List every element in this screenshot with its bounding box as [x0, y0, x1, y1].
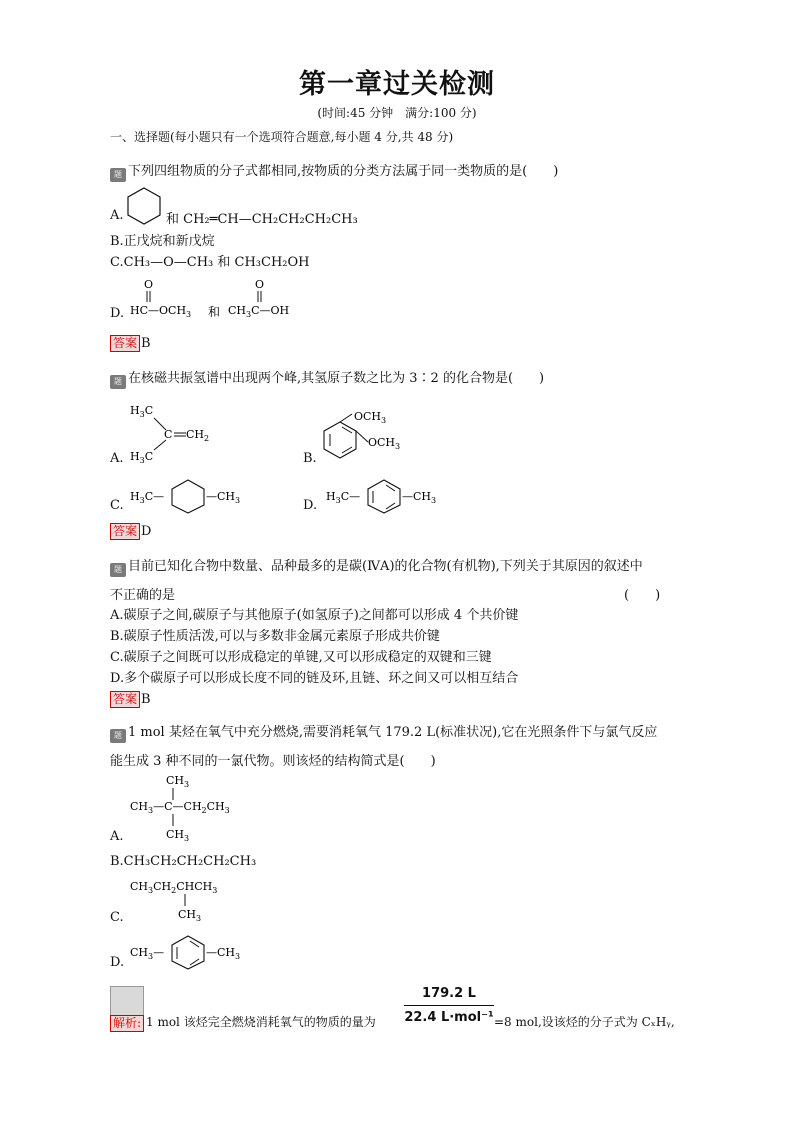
svg-text:CH3: $CH_3$: [166, 828, 190, 842]
q3-option-d: D.多个碳原子可以形成长度不同的链及环,且链、环之间又可以相互结合: [110, 671, 519, 686]
cyclohexane-ring-icon: [126, 186, 162, 226]
svg-text:CH3: $CH_3$: [166, 774, 190, 789]
q1-answer: [110, 332, 151, 352]
answer-tag: 答案: [110, 691, 140, 708]
q2-option-b-structure: [318, 408, 418, 468]
svg-text:C: C: [164, 428, 173, 441]
fraction-numerator: 179.2 L: [422, 986, 476, 1001]
svg-text:CH2: $CH_2$: [186, 428, 210, 443]
fraction-line: [404, 1005, 494, 1006]
q4-option-d-label: D.: [110, 955, 125, 970]
svg-text:CH3—C—CH2CH3: $CH_3—C—CH_2CH_3$: [130, 800, 230, 815]
explain-text-post: =8 mol,设该烃的分子式为 CₓHᵧ,: [494, 1015, 675, 1029]
q2-option-c-structure: [126, 478, 246, 514]
svg-text:CH3—: $CH_3—$: [130, 946, 165, 961]
q3-option-c: C.碳原子之间既可以形成稳定的单键,又可以形成稳定的双键和三键: [110, 650, 492, 665]
q2-option-a-label: A.: [110, 451, 124, 466]
q4-option-b: B.CH₃CH₂CH₂CH₂CH₃: [110, 854, 257, 869]
svg-text:H3C: $H_3C$: [130, 450, 154, 465]
question-2-text: 在核磁共振氢谱中出现两个峰,其氢原子数之比为 3∶2 的化合物是( ): [128, 371, 545, 386]
q1-answer-value: B: [141, 336, 151, 351]
question-4-text-2: 能生成 3 种不同的一氯代物。则该烃的结构简式是( ): [110, 754, 436, 769]
question-3-stem: [110, 555, 643, 577]
svg-text:OCH3: $OCH_3$: [368, 436, 401, 451]
q3-answer: [110, 688, 151, 708]
svg-text:O: O: [144, 278, 154, 291]
page-subtitle: (时间:45 分钟 满分:100 分): [317, 106, 477, 120]
q4-option-a-label: A.: [110, 829, 124, 844]
svg-text:CH3C—OH: $CH_3C—OH$: [228, 304, 290, 319]
svg-text:CH3: $CH_3$: [178, 908, 202, 923]
q2-option-c-label: C.: [110, 498, 124, 513]
question-4-stem: [110, 721, 657, 743]
q3-option-b: B.碳原子性质活泼,可以与多数非金属元素原子形成共价键: [110, 629, 440, 644]
question-3-text-2: 不正确的是: [110, 588, 176, 603]
q1-option-a-label: A.: [110, 208, 124, 223]
q1-option-d-structures: [128, 276, 308, 322]
q3-answer-value: B: [141, 692, 151, 707]
q2-answer: [110, 520, 151, 540]
q3-option-a: A.碳原子之间,碳原子与其他原子(如氢原子)之间都可以形成 4 个共价键: [110, 608, 519, 623]
question-icon: 题: [110, 563, 126, 577]
question-4-text-1: 1 mol 某烃在氧气中充分燃烧,需要消耗氧气 179.2 L(标准状况),它在光照条件下与氯气反应: [128, 725, 658, 740]
svg-text:H3C: $H_3C$: [130, 404, 154, 419]
section-heading: 一、选择题(每小题只有一个选项符合题意,每小题 4 分,共 48 分): [110, 130, 454, 144]
question-icon: 题: [110, 375, 126, 389]
svg-text:HC—OCH3: $HC—OCH_3$: [130, 304, 192, 319]
question-icon: 题: [110, 168, 126, 182]
svg-text:H3C—: $H_3C—$: [326, 490, 361, 505]
q4-option-c-label: C.: [110, 910, 124, 925]
svg-text:CH3CH2CHCH3: $CH_3CH_2CHCH_3$: [130, 880, 218, 895]
q4-option-a-structure: [126, 770, 256, 842]
q4-option-c-structure: [126, 876, 256, 924]
question-3-text-1: 目前已知化合物中数量、品种最多的是碳(ⅣA)的化合物(有机物),下列关于其原因的叙述中: [128, 559, 643, 574]
q2-option-b-label: B.: [303, 451, 317, 466]
q2-option-a-structure: [126, 400, 226, 466]
q2-option-d-structure: [322, 478, 442, 514]
explain-tag-wrap: [110, 1012, 144, 1032]
question-icon: 题: [110, 729, 126, 743]
q1-d-and: 和: [208, 305, 221, 319]
q2-answer-value: D: [141, 524, 152, 539]
svg-text:—CH3: $—CH_3$: [206, 946, 241, 961]
svg-text:H3C—: $H_3C—$: [130, 490, 165, 505]
fraction-denominator: 22.4 L·mol⁻¹: [404, 1010, 494, 1025]
q1-option-d-label: D.: [110, 306, 125, 321]
answer-tag: 答案: [110, 523, 140, 540]
q2-option-d-label: D.: [303, 498, 318, 513]
question-2-stem: [110, 367, 544, 389]
svg-text:O: O: [255, 278, 265, 291]
question-1-stem: [110, 160, 558, 182]
q1-option-b: B.正戊烷和新戊烷: [110, 234, 215, 249]
svg-text:—CH3: $—CH_3$: [206, 490, 241, 505]
q4-option-d-structure: [126, 934, 246, 970]
answer-tag: 答案: [110, 335, 140, 352]
svg-text:—CH3: $—CH_3$: [402, 490, 437, 505]
page-title: 第一章过关检测: [299, 69, 495, 100]
question-3-paren: ( ): [624, 588, 661, 603]
svg-text:OCH3: $OCH_3$: [354, 410, 387, 425]
q1-option-a-text: 和 CH₂═CH—CH₂CH₂CH₂CH₃: [166, 212, 358, 227]
q1-option-c: C.CH₃—O—CH₃ 和 CH₃CH₂OH: [110, 255, 310, 270]
explain-text-pre: 1 mol 该烃完全燃烧消耗氧气的物质的量为: [146, 1015, 376, 1029]
question-1-text: 下列四组物质的分子式都相同,按物质的分类方法属于同一类物质的是( ): [128, 164, 559, 179]
explain-tag: 解析:: [110, 1015, 144, 1032]
